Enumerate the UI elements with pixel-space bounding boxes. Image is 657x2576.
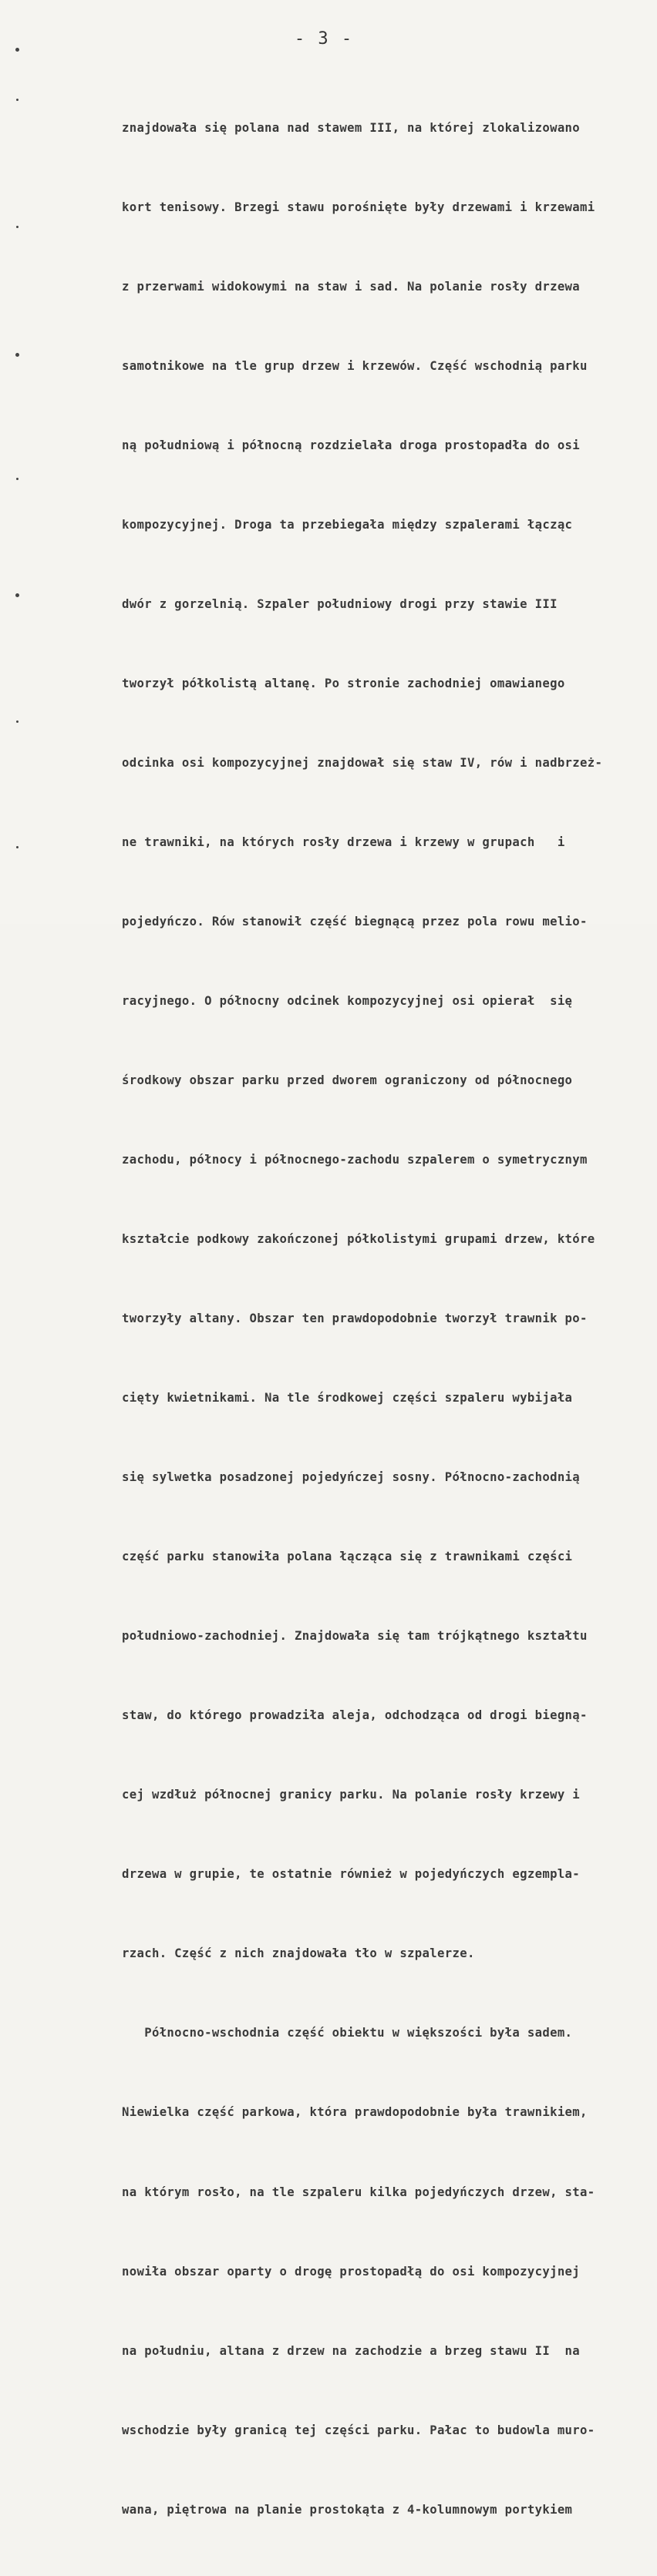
- page-number: - 3 -: [294, 29, 354, 49]
- text-line: z przerwami widokowymi na staw i sad. Na polanie rosły drzewa: [122, 279, 581, 294]
- margin-mark: [15, 48, 19, 52]
- margin-mark: [16, 226, 19, 228]
- margin-mark: [16, 846, 19, 848]
- text-line: nowiła obszar oparty o drogę prostopadłą do osi kompozycyjnej: [122, 2264, 581, 2279]
- margin-mark: [16, 99, 19, 101]
- text-line: kompozycyjnej. Droga ta przebiegała między szpalerami łącząc: [122, 517, 573, 532]
- text-line: na którym rosło, na tle szpaleru kilka pojedyńczych drzew, sta-: [122, 2185, 595, 2199]
- text-line: samotnikowe na tle grup drzew i krzewów. Część wschodnią parku: [122, 358, 588, 373]
- text-line: odcinka osi kompozycyjnej znajdował się staw IV, rów i nadbrzeż-: [122, 755, 603, 770]
- text-line: pojedyńczo. Rów stanowił część biegnącą przez pola rowu melio-: [122, 915, 588, 929]
- margin-mark: [16, 720, 19, 723]
- text-line: znajdowała się polana nad stawem III, na której zlokalizowano: [122, 120, 581, 135]
- text-line: środkowy obszar parku przed dworem ograniczony od północnego: [122, 1073, 573, 1088]
- text-line: ną południową i północną rozdzielała droga prostopadła do osi: [122, 438, 581, 452]
- text-line: wana, piętrowa na planie prostokąta z 4-kolumnowym portykiem: [122, 2502, 573, 2517]
- text-line: dwór z gorzelnią. Szpaler południowy drogi przy stawie III: [122, 596, 558, 611]
- text-line: cej wzdłuż północnej granicy parku. Na polanie rosły krzewy i: [122, 1788, 581, 1802]
- text-line: tworzyły altany. Obszar ten prawdopodobnie tworzył trawnik po-: [122, 1312, 588, 1326]
- margin-mark: [15, 593, 19, 597]
- text-line: kort tenisowy. Brzegi stawu porośnięte były drzewami i krzewami: [122, 200, 595, 214]
- margin-mark: [16, 478, 19, 480]
- text-line: południowo-zachodniej. Znajdowała się tam trójkątnego kształtu: [122, 1629, 588, 1644]
- text-line: rzach. Część z nich znajdowała tło w szpalerze.: [122, 1946, 475, 1961]
- text-line: drzewa w grupie, te ostatnie również w pojedyńczych egzempla-: [122, 1867, 581, 1882]
- text-line: cięty kwietnikami. Na tle środkowej części szpaleru wybijała: [122, 1391, 573, 1406]
- text-line: tworzył półkolistą altanę. Po stronie zachodniej omawianego: [122, 676, 565, 690]
- text-line: część parku stanowiła polana łącząca się z trawnikami części: [122, 1550, 573, 1564]
- text-line: racyjnego. O północny odcinek kompozycyjnej osi opierał się: [122, 994, 573, 1009]
- text-line: wschodzie były granicą tej części parku. Pałac to budowla muro-: [122, 2423, 595, 2437]
- text-line: na południu, altana z drzew na zachodzie a brzeg stawu II na: [122, 2343, 581, 2358]
- text-line: się sylwetka posadzonej pojedyńczej sosny. Północno-zachodnią: [122, 1470, 581, 1485]
- text-line: ne trawniki, na których rosły drzewa i krzewy w grupach i: [122, 835, 565, 849]
- margin-mark: [15, 353, 19, 357]
- text-line: staw, do którego prowadziła aleja, odchodząca od drogi biegną-: [122, 1708, 588, 1723]
- text-line: Północno-wschodnia część obiektu w większości była sadem.: [122, 2026, 573, 2040]
- text-line: kształcie podkowy zakończonej półkolistymi grupami drzew, które: [122, 1232, 595, 1247]
- text-line: zachodu, północy i północnego-zachodu szpalerem o symetrycznym: [122, 1153, 588, 1167]
- body-text: [122, 62, 646, 2576]
- text-line: Niewielka część parkowa, która prawdopodobnie była trawnikiem,: [122, 2105, 588, 2120]
